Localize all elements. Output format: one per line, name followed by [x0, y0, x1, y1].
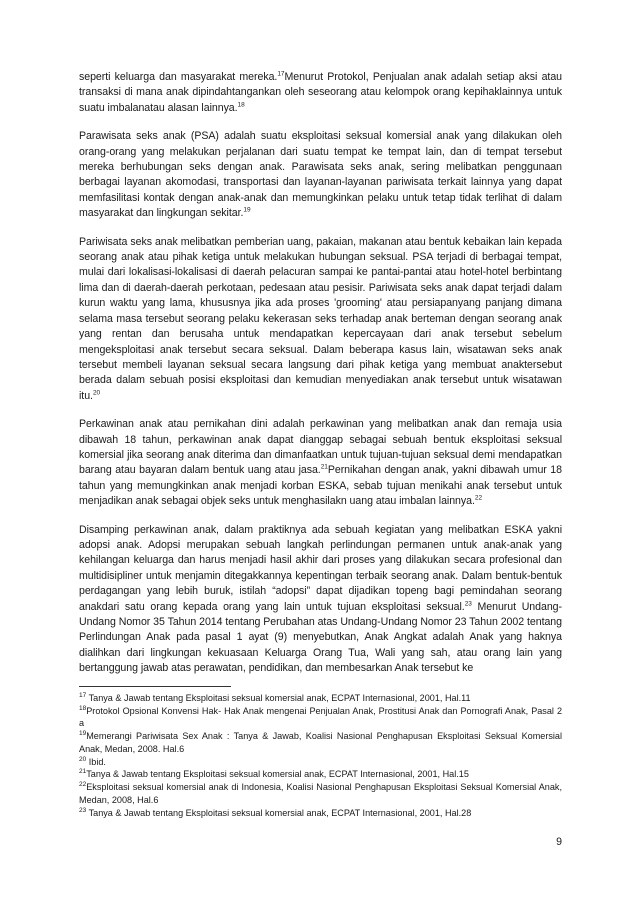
footnote-text: Tanya & Jawab tentang Eksploitasi seksual komersial anak, ECPAT Internasional, 2001, Hal.15 [86, 769, 469, 780]
footnote-number: 23 [79, 806, 87, 814]
footnote-text: Tanya & Jawab tentang Eksploitasi seksual komersial anak, ECPAT Internasional, 2001, Hal.28 [86, 807, 472, 818]
footnote-number: 22 [79, 781, 87, 789]
footnote-ref[interactable]: 23 [464, 600, 472, 608]
paragraph-text: Pariwisata seks anak melibatkan pemberian uang, pakaian, makanan atau bentuk kebaikan lain kepada seorang anak atau pihak ketiga untuk melakukan hubungan seksual. PSA terjadi di berbagai tempat, mulai dari lokalisasi-lokalisasi di daerah pelacuran sampai ke pantai-pantai atau hotel-hotel berbintang lima dan di daerah-daerah perkotaan, pedesaan atau pesisir. Pariwisata seks anak dapat terjadi dalam kurun waktu yang lama, khususnya jika ada proses 'grooming' atau persiapanyang panjang dimana selama masa tersebut seorang pelaku kekerasan seks terhadap anak berteman dengan seorang anak yang rentan dan berusaha untuk mendapatkan kepercayaan dari anak tersebut sebelum mengeksploitasi anak tersebut secara seksual. Dalam beberapa kasus lain, wisatawan seks anak tersebut membeli layanan seksual secara langsung dari pihak ketiga yang membuat anaktersebut berada dalam sebuah posisi eksploitasi dan kemudian menyediakan anak tersebut untuk wisatawan itu. [79, 235, 562, 402]
page-number: 9 [556, 836, 562, 848]
footnote-text: Eksploitasi seksual komersial anak di Indonesia, Koalisi Nasional Penghapusan Eksploitasi Seksual Komersial Anak, Medan, 2008, Hal.6 [79, 782, 562, 805]
paragraph-text: Disamping perkawinan anak, dalam praktiknya ada sebuah kegiatan yang melibatkan ESKA yakni adopsi anak. Adopsi merupakan sebuah langkah perlindungan permanen untuk anak-anak yang kehilangan keluarga dan harus menjadi hasil akhir dari proses yang dilakukan secara profesional dan multidisipliner untuk menjamin ditegakkannya kepentingan terbaik seorang anak. Dalam bentuk-bentuk perdagangan yang lebih buruk, istilah “adopsi” dapat dijadikan topeng bagi pemindahan seorang anakdari satu orang kepada orang yang lain untuk tujuan eksploitasi seksual. [79, 523, 562, 613]
paragraph-2 [79, 129, 562, 221]
document-body [79, 70, 562, 690]
footnote-19 [79, 730, 562, 755]
footnote-ref[interactable]: 17 [277, 70, 285, 78]
footnote-text: Tanya & Jawab tentang Eksploitasi seksual komersial anak, ECPAT Internasional, 2001, Hal.11 [86, 693, 471, 703]
paragraph-1 [79, 70, 562, 116]
footnote-18 [79, 705, 562, 730]
paragraph-text: Pernikahan dengan anak, yakni dibawah umur 18 tahun yang memungkinkan anak menjadi korban ESKA, sebab tujuan menikahi anak tersebut untuk menjadikan anak sebagai objek seks untuk menghasilakn uang atau imbalan lainnya. [79, 464, 562, 508]
footnote-number: 21 [79, 768, 87, 776]
footnote-23 [79, 807, 562, 819]
footnote-20 [79, 756, 562, 768]
footnote-ref[interactable]: 22 [474, 494, 483, 502]
footnote-number: 19 [79, 730, 87, 738]
paragraph-text: Perkawinan anak atau pernikahan dini adalah perkawinan yang melibatkan anak dan remaja usia dibawah 18 tahun, perkawinan anak dapat dianggap sebagai sebuah bentuk eksploitasi seksual komersial jika seorang anak diterima dan dimanfaatkan untuk tujuan-tujuan seksual demi mendapatkan barang atau bayaran dalam bentuk uang atau jasa. [79, 418, 562, 477]
paragraph-text: Menurut Protokol, Penjualan anak adalah setiap aksi atau transaksi di mana anak dipindahtangankan oleh seseorang atau kelompok orang kepihaklainnya untuk suatu imbalanatau alasan lainnya. [79, 71, 562, 114]
footnote-number: 20 [79, 755, 87, 763]
footnote-ref[interactable]: 19 [243, 206, 251, 214]
paragraph-text: Parawisata seks anak (PSA) adalah suatu eksploitasi seksual komersial anak yang dilakukan oleh orang-orang yang melakukan perjalanan dari suatu tempat ke tempat lain, dan di tempat tersebut mereka berhubungan seks dengan anak. Parawisata seks anak, sering melibatkan penggunaan berbagai layanan akomodasi, transportasi dan layanan-layanan pariwisata terkait lainnya yang dapat memfasilitasi kontak dengan anak-anak dan memungkinkan pelaku untuk tetap tidak terlihat di dalam masyarakat dan lingkungan sekitar. [79, 130, 562, 220]
footnote-number: 18 [79, 704, 87, 712]
footnotes [79, 692, 562, 820]
footnote-21 [79, 768, 562, 780]
footnote-17 [79, 692, 562, 704]
footnote-divider [79, 686, 231, 687]
footnote-ref[interactable]: 20 [92, 389, 101, 397]
paragraph-4 [79, 417, 562, 509]
footnote-text: Protokol Opsional Konvensi Hak- Hak Anak mengenai Penjualan Anak, Prostitusi Anak dan Pornografi Anak, Pasal 2 a [79, 705, 562, 729]
paragraph-3 [79, 235, 562, 404]
footnote-22 [79, 781, 562, 806]
footnote-text: Memerangi Pariwisata Sex Anak : Tanya & Jawab, Koalisi Nasional Penghapusan Eksploitasi Seksual Komersial Anak, Medan, 2008. Hal.6 [79, 731, 562, 754]
footnote-ref[interactable]: 21 [320, 463, 328, 471]
paragraph-5 [79, 523, 562, 677]
footnote-text: Ibid. [86, 756, 106, 767]
paragraph-text: seperti keluarga dan masyarakat mereka. [79, 71, 278, 83]
footnote-number: 17 [79, 691, 87, 699]
paragraph-text: Menurut Undang-Undang Nomor 35 Tahun 2014 tentang Perubahan atas Undang-Undang Nomor 23 Tahun 2002 tentang Perlindungan Anak pada pasal 1 ayat (9) menyebutkan, Anak Angkat adalah Anak yang haknya dialihkan dari lingkungan kekuasaan Keluarga Orang Tua, Wali yang sah, atau orang lain yang bertanggung jawab atas perawatan, pendidikan, dan membesarkan Anak tersebut ke [79, 600, 562, 675]
footnote-ref[interactable]: 18 [237, 101, 245, 109]
